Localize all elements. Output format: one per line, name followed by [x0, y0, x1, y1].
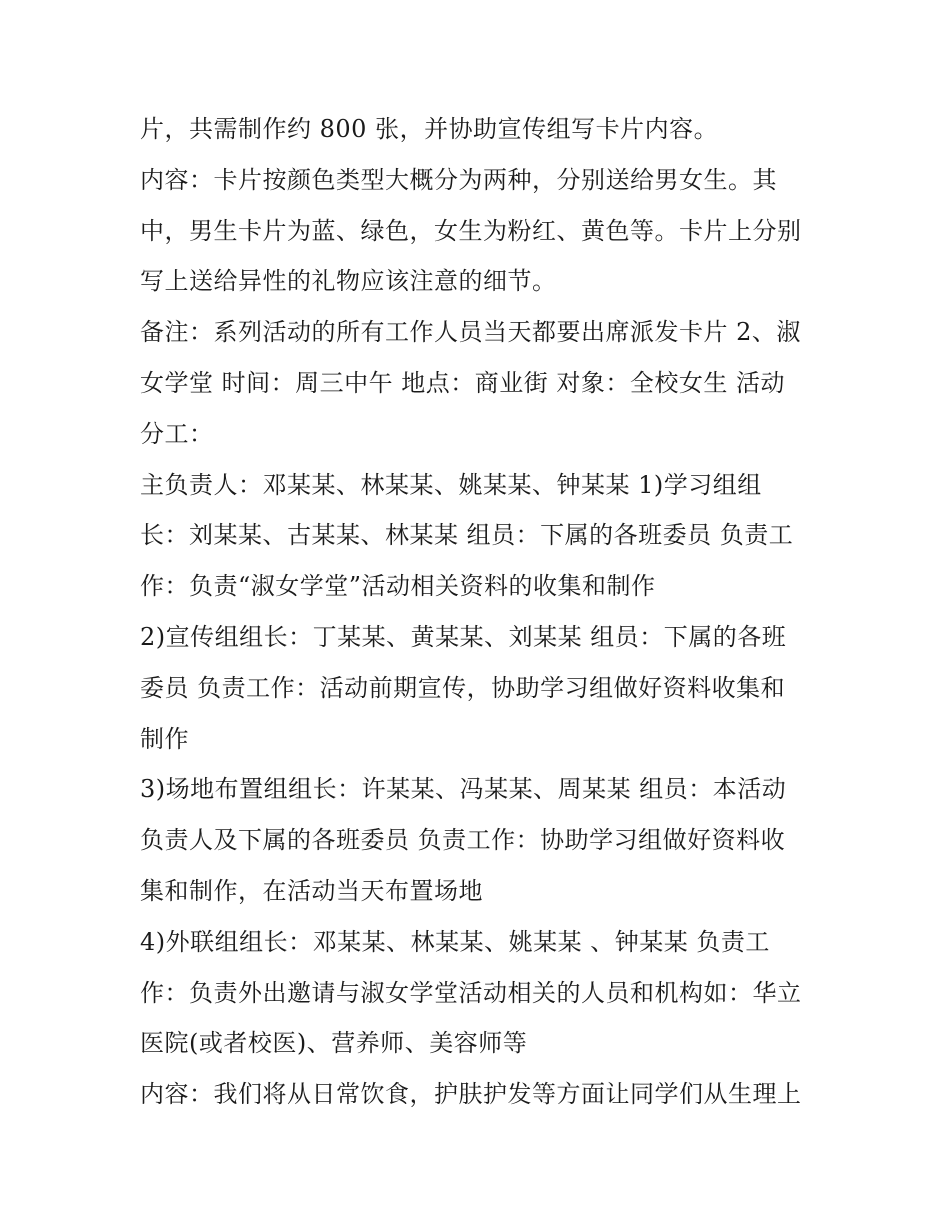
- text-line: 2)宣传组组长：丁某某、黄某某、刘某某 组员：下属的各班: [140, 622, 787, 651]
- text-line: 负责人及下属的各班委员 负责工作：协助学习组做好资料收: [140, 826, 786, 855]
- text-line: 内容：我们将从日常饮食，护肤护发等方面让同学们从生理上: [140, 1080, 802, 1109]
- text-line: 中，男生卡片为蓝、绿色，女生为粉红、黄色等。卡片上分别: [140, 216, 802, 245]
- text-line: 委员 负责工作：活动前期宣传，协助学习组做好资料收集和: [140, 673, 786, 702]
- text-line: 作：负责外出邀请与淑女学堂活动相关的人员和机构如：华立: [140, 978, 802, 1007]
- document-body: [140, 104, 830, 1120]
- text-line: 写上送给异性的礼物应该注意的细节。: [140, 267, 557, 296]
- text-line: 集和制作，在活动当天布置场地: [140, 876, 483, 905]
- text-line: 片，共需制作约 800 张，并协助宣传组写卡片内容。: [140, 115, 719, 143]
- text-line: 医院(或者校医)、营养师、美容师等: [140, 1029, 528, 1058]
- text-line: 女学堂 时间：周三中午 地点：商业街 对象：全校女生 活动: [140, 368, 786, 397]
- text-line: 制作: [140, 724, 189, 753]
- text-line: 长：刘某某、古某某、林某某 组员：下属的各班委员 负责工: [140, 521, 794, 550]
- text-line: 3)场地布置组组长：许某某、冯某某、周某某 组员：本活动: [140, 775, 787, 804]
- text-line: 内容：卡片按颜色类型大概分为两种，分别送给男女生。其: [140, 165, 777, 194]
- text-line: 作：负责“淑女学堂”活动相关资料的收集和制作: [140, 572, 656, 601]
- text-line: 分工：: [140, 419, 214, 448]
- text-line: 4)外联组组长：邓某某、林某某、姚某某 、钟某某 负责工: [140, 927, 770, 956]
- text-line: 主负责人：邓某某、林某某、姚某某、钟某某 1)学习组组: [140, 470, 762, 499]
- text-line: 备注：系列活动的所有工作人员当天都要出席派发卡片 2、淑: [140, 318, 801, 347]
